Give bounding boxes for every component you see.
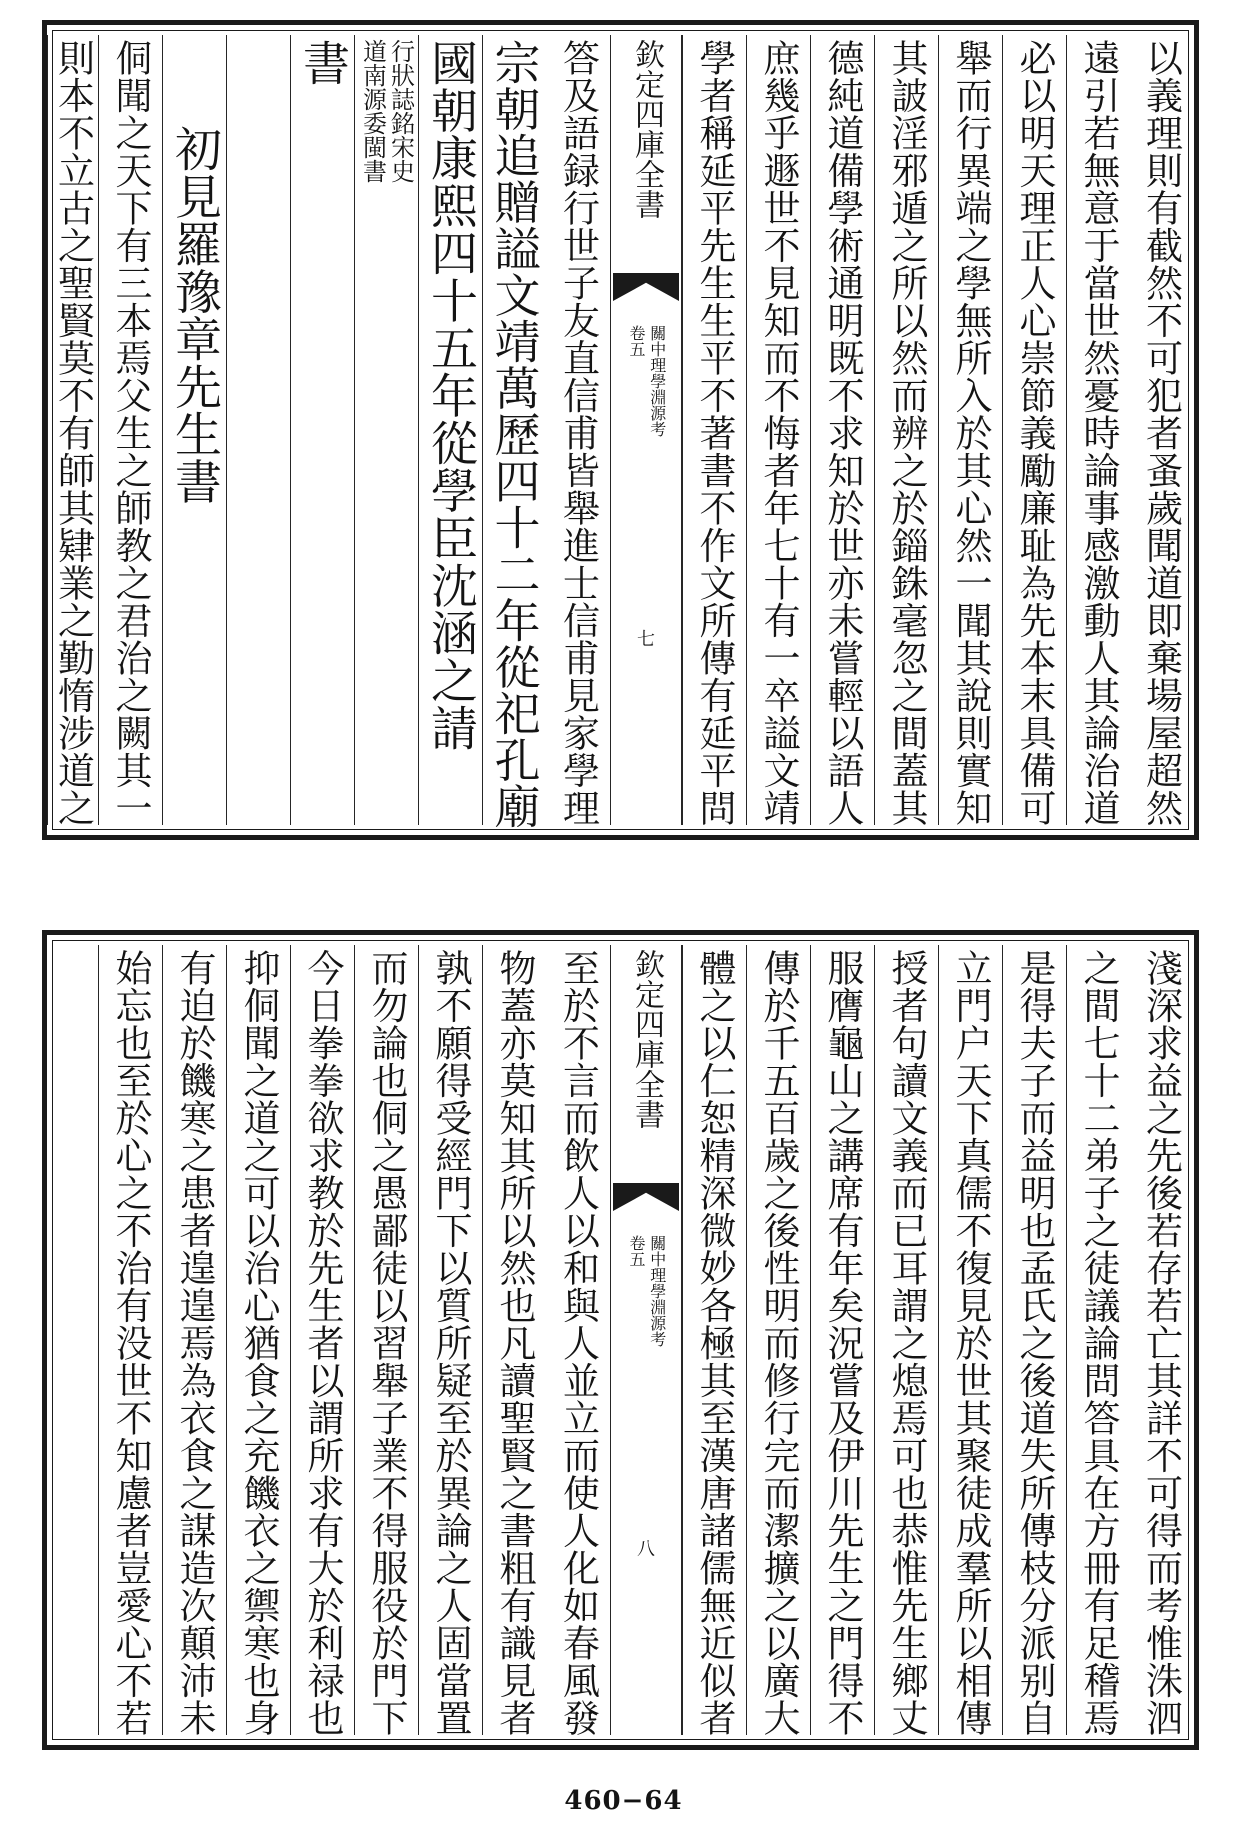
text-column <box>98 35 162 825</box>
text-column <box>874 35 938 825</box>
annotation-line: 道南源委閩書 <box>358 39 387 183</box>
book-title: 欽定四庫全書 <box>629 949 664 1129</box>
column-text: 則本不立古之聖賢莫不有師其肄業之勤惰涉道之 <box>51 39 95 827</box>
column-text: 侗聞之天下有三本焉父生之師教之君治之闕其一 <box>109 39 152 827</box>
text-column <box>482 945 546 1735</box>
column-text: 物蓋亦莫知其所以然也凡讀聖賢之書粗有識見者 <box>493 949 536 1737</box>
text-column <box>682 945 746 1735</box>
subtitle-text: 關中理學淵源考 <box>647 325 667 437</box>
page-number: 460−64 <box>564 1786 683 1816</box>
fishtail-mark <box>613 1183 679 1211</box>
column-text: 之間七十二弟子之徒議論問答具在方冊有足稽焉 <box>1077 949 1120 1737</box>
column-text: 學者稱延平先生生平不著書不作文所傳有延平問 <box>693 39 736 827</box>
center-gutter <box>610 35 682 825</box>
fishtail-mark <box>613 273 679 301</box>
text-column <box>546 35 610 825</box>
gutter-subtitle <box>611 1235 681 1347</box>
text-column <box>226 35 290 825</box>
volume-text: 卷五 <box>627 325 646 357</box>
letter-title: 初見羅豫章先生書 <box>167 125 222 505</box>
column-text: 孰不願得受經門下以質所疑至於異論之人固當置 <box>429 949 472 1737</box>
leaf-number: 七 <box>637 629 655 650</box>
text-column <box>1002 35 1066 825</box>
volume-text: 卷五 <box>627 1235 646 1267</box>
column-text: 始忘也至於心之不治有没世不知慮者豈愛心不若 <box>109 949 152 1737</box>
section-heading: 書 <box>295 39 350 87</box>
text-column <box>746 945 810 1735</box>
text-column <box>354 945 418 1735</box>
leaf-number: 八 <box>637 1539 655 1560</box>
subtitle-text: 關中理學淵源考 <box>647 1235 667 1347</box>
column-text: 宗朝追贈謚文靖萬歷四十二年從祀孔廟 <box>487 39 542 830</box>
text-column <box>1130 35 1192 825</box>
column-text: 必以明天理正人心崇節義勵廉耻為先本末具備可 <box>1013 39 1056 827</box>
center-gutter <box>610 945 682 1735</box>
column-text: 是得夫子而益明也孟氏之後道失所傳枝分派别自 <box>1013 949 1056 1737</box>
column-text: 有迫於饑寒之患者遑遑焉為衣食之謀造次顛沛未 <box>173 949 216 1737</box>
text-column <box>1130 945 1192 1735</box>
column-text: 服膺龜山之講席有年矣況嘗及伊川先生之門得不 <box>821 949 864 1737</box>
column-text: 立門户天下真儒不復見於世其聚徒成羣所以相傳 <box>949 949 992 1737</box>
text-column <box>98 945 162 1735</box>
column-text: 體之以仁恕精深微妙各極其至漢唐諸儒無近似者 <box>693 949 736 1737</box>
text-column <box>938 35 1002 825</box>
text-column <box>226 945 290 1735</box>
column-text: 傳於千五百歲之後性明而修行完而潔擴之以廣大 <box>757 949 800 1737</box>
text-column <box>354 35 418 825</box>
column-text: 答及語録行世子友直信甫皆舉進士信甫見家學理 <box>556 39 600 827</box>
text-column <box>810 35 874 825</box>
column-text: 其詖淫邪遁之所以然而辨之於錙銖毫忽之間蓋其 <box>885 39 928 827</box>
text-column <box>162 35 226 825</box>
text-column <box>290 945 354 1735</box>
column-text: 今日拳拳欲求教於先生者以謂所求有大於利禄也 <box>301 949 344 1737</box>
annotation-line: 行狀誌銘宋史 <box>386 39 415 183</box>
column-text: 淺深求益之先後若存若亡其詳不可得而考惟洙泗 <box>1139 949 1183 1737</box>
upper-page-panel <box>42 20 1199 840</box>
column-text: 抑侗聞之道之可以治心猶食之充饑衣之禦寒也身 <box>237 949 280 1737</box>
gutter-subtitle <box>611 325 681 437</box>
column-text: 遠引若無意于當世然憂時論事感激動人其論治道 <box>1077 39 1120 827</box>
column-text: 舉而行異端之學無所入於其心然一聞其說則實知 <box>949 39 992 827</box>
source-annotation <box>358 39 415 825</box>
column-text: 而勿論也侗之愚鄙徒以習舉子業不得服役於門下 <box>365 949 408 1737</box>
text-column <box>682 35 746 825</box>
column-text: 庶幾乎遯世不見知而不悔者年七十有一卒謚文靖 <box>757 39 800 827</box>
text-column <box>546 945 610 1735</box>
text-column <box>162 945 226 1735</box>
text-column <box>746 35 810 825</box>
column-text: 國朝康熙四十五年從學臣沈涵之請 <box>423 39 478 752</box>
book-title: 欽定四庫全書 <box>629 39 664 219</box>
text-column <box>482 35 546 830</box>
text-column <box>290 35 354 825</box>
lower-page-panel <box>42 930 1199 1750</box>
text-column <box>938 945 1002 1735</box>
text-column <box>810 945 874 1735</box>
column-with-annotation <box>358 35 415 825</box>
text-column <box>1002 945 1066 1735</box>
column-text: 德純道備學術通明既不求知於世亦未嘗輕以語人 <box>821 39 864 827</box>
text-column <box>1066 35 1130 825</box>
text-column <box>1066 945 1130 1735</box>
text-column <box>418 35 482 825</box>
column-text: 授者句讀文義而已耳謂之熄焉可也恭惟先生鄉丈 <box>885 949 928 1737</box>
text-column <box>47 35 98 825</box>
text-column <box>874 945 938 1735</box>
column-text: 以義理則有截然不可犯者蚤歲聞道即棄場屋超然 <box>1139 39 1183 827</box>
text-column <box>418 945 482 1735</box>
column-text: 至於不言而飲人以和與人並立而使人化如春風發 <box>556 949 600 1737</box>
